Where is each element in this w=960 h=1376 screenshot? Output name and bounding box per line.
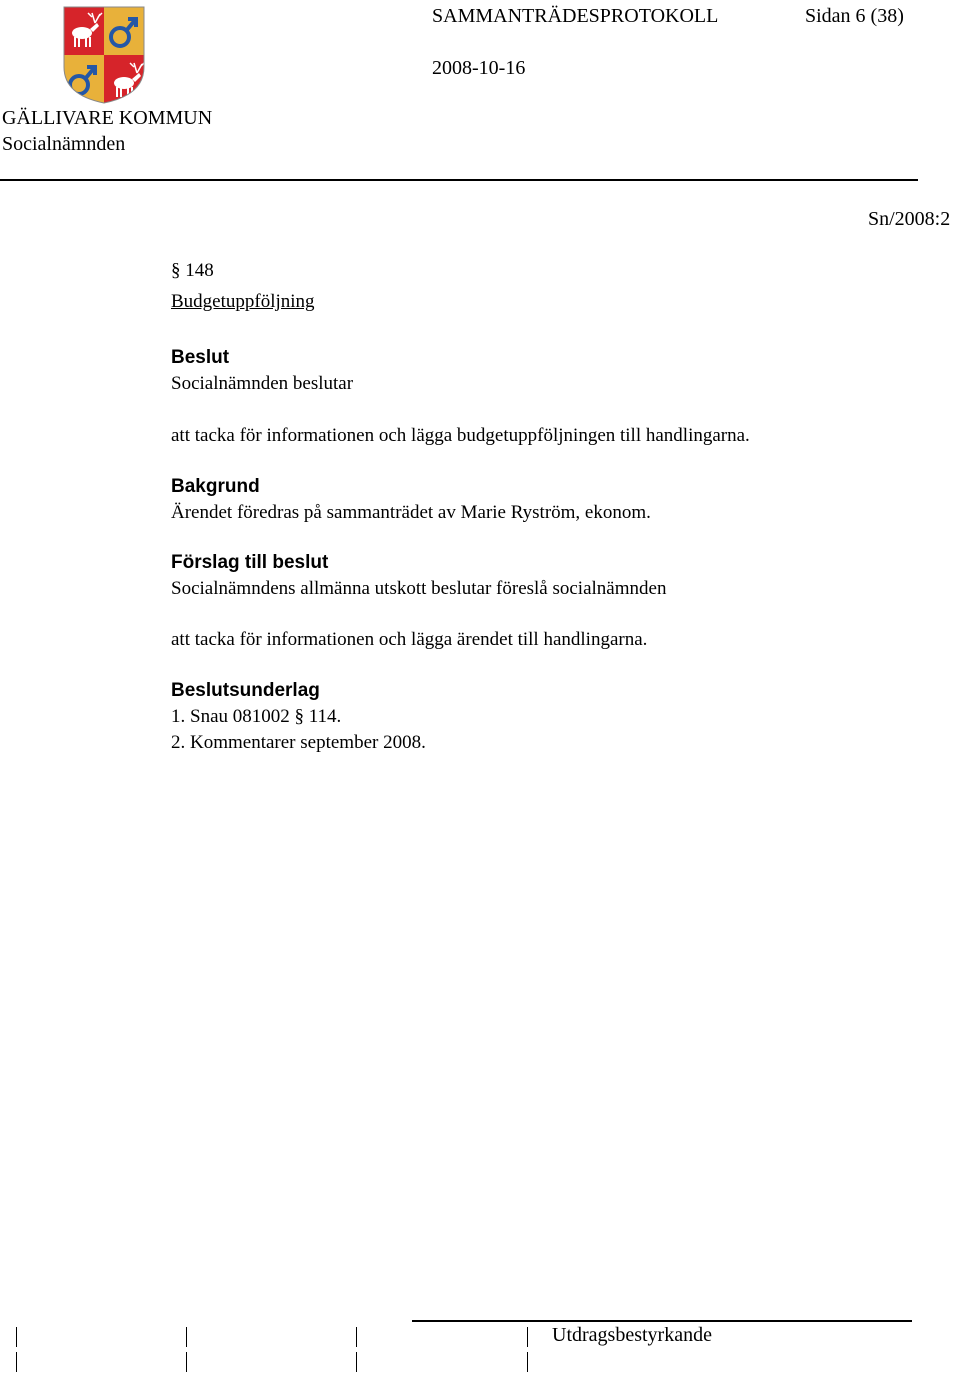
signature-box-divider	[186, 1327, 187, 1347]
proposal-text-2: att tacka för informationen och lägga ärendet till handlingarna.	[171, 629, 648, 650]
document-title: SAMMANTRÄDESPROTOKOLL	[432, 5, 719, 27]
committee-name: Socialnämnden	[2, 133, 126, 155]
decision-heading: Beslut	[171, 347, 230, 368]
footer-divider	[412, 1320, 912, 1322]
signature-box-divider	[356, 1352, 357, 1372]
certification-label: Utdragsbestyrkande	[552, 1324, 712, 1346]
signature-box-divider	[16, 1327, 17, 1347]
signature-box-divider	[356, 1327, 357, 1347]
decision-text: att tacka för informationen och lägga budgetuppföljningen till handlingarna.	[171, 425, 750, 446]
case-number: Sn/2008:2	[868, 208, 951, 230]
signature-box-divider	[527, 1352, 528, 1372]
header-divider	[0, 179, 918, 181]
proposal-text-1: Socialnämndens allmänna utskott beslutar föreslå socialnämnden	[171, 578, 667, 599]
signature-box-divider	[16, 1352, 17, 1372]
basis-item: 2. Kommentarer september 2008.	[171, 732, 426, 753]
page-number: Sidan 6 (38)	[805, 5, 904, 27]
paragraph-number: § 148	[171, 260, 214, 281]
signature-box-divider	[186, 1352, 187, 1372]
coat-of-arms-icon	[62, 5, 146, 105]
section-title: Budgetuppföljning	[171, 291, 315, 312]
proposal-heading: Förslag till beslut	[171, 552, 329, 573]
background-text: Ärendet föredras på sammanträdet av Marie Ryström, ekonom.	[171, 502, 651, 523]
signature-box-divider	[527, 1327, 528, 1347]
basis-item: 1. Snau 081002 § 114.	[171, 706, 342, 727]
municipality-name: GÄLLIVARE KOMMUN	[2, 107, 213, 129]
decision-subject: Socialnämnden beslutar	[171, 373, 354, 394]
background-heading: Bakgrund	[171, 476, 260, 497]
basis-heading: Beslutsunderlag	[171, 680, 320, 701]
meeting-date: 2008-10-16	[432, 57, 526, 79]
